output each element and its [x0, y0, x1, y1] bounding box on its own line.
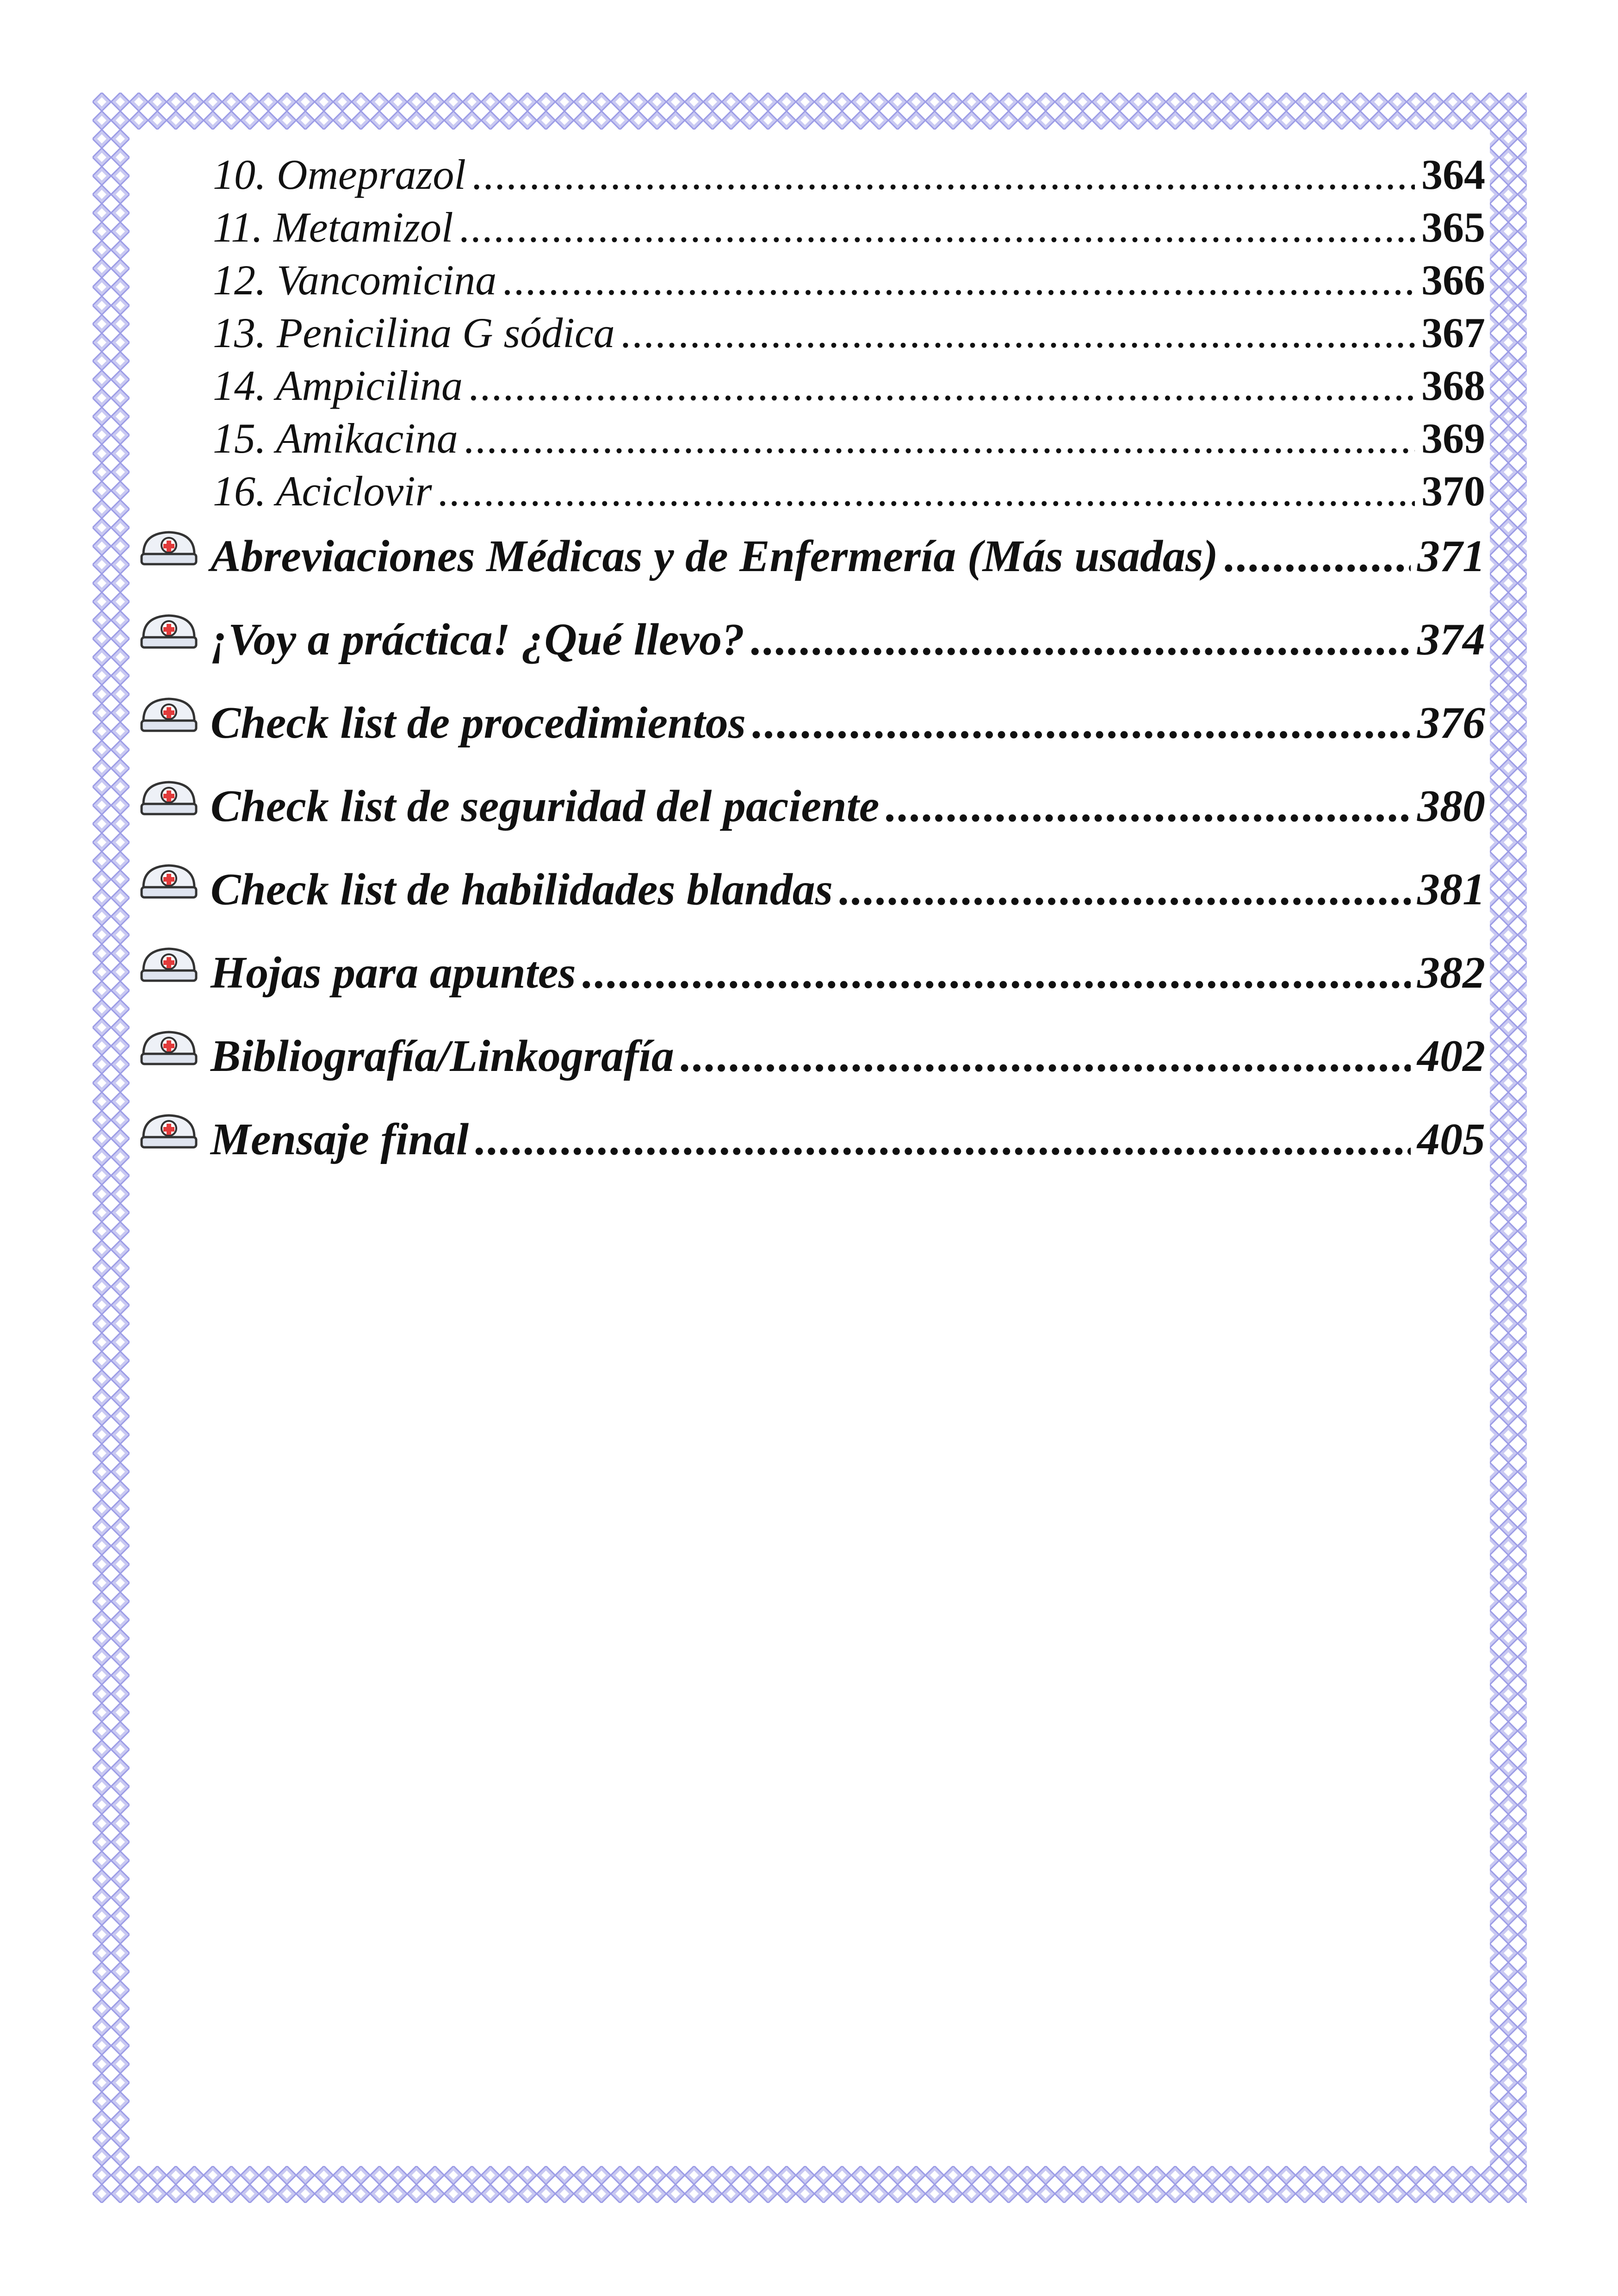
toc-entry-label: 13. Penicilina G sódica [213, 309, 615, 356]
toc-entry-label: Abreviaciones Médicas y de Enfermería (Más usadas) [211, 531, 1218, 581]
toc-entry-label: Check list de habilidades blandas [211, 865, 833, 915]
leader-dots [886, 780, 1411, 832]
leader-dots [751, 614, 1411, 666]
toc-section-entry[interactable] [139, 527, 1485, 582]
toc-entry[interactable] [139, 148, 1485, 199]
toc-entry-label: Bibliografía/Linkografía [211, 1031, 674, 1081]
toc-entry-page: 364 [1421, 151, 1485, 198]
toc-section-entry[interactable] [139, 777, 1485, 832]
toc-entry-label: 11. Metamizol [213, 204, 453, 251]
leader-dots [752, 697, 1411, 749]
toc-entry[interactable] [139, 306, 1485, 357]
toc-entry-label: Check list de procedimientos [211, 698, 746, 748]
toc-entry-page: 367 [1421, 309, 1485, 356]
toc-entry-page: 402 [1417, 1031, 1485, 1081]
toc-entry-page: 376 [1417, 698, 1485, 748]
leader-dots [681, 1030, 1411, 1082]
nurse-cap-icon [139, 1112, 199, 1153]
toc-entry-label: Check list de seguridad del paciente [211, 781, 880, 831]
toc-section-entry[interactable] [139, 943, 1485, 999]
toc-section-entry[interactable] [139, 1110, 1485, 1165]
toc-entry-page: 368 [1421, 362, 1485, 409]
toc-entry[interactable] [139, 412, 1485, 463]
leader-dots [621, 308, 1415, 357]
toc-entry[interactable] [139, 201, 1485, 252]
leader-dots [465, 414, 1415, 463]
toc-entry[interactable] [139, 359, 1485, 410]
toc-entry-label: ¡Voy a práctica! ¿Qué llevo? [211, 615, 745, 665]
leader-dots [460, 203, 1415, 252]
nurse-cap-icon [139, 612, 199, 653]
toc-entry-label: 15. Amikacina [213, 415, 458, 462]
leader-dots [583, 947, 1411, 999]
nurse-cap-icon [139, 1028, 199, 1070]
nurse-cap-icon [139, 862, 199, 903]
toc-entry-page: 371 [1417, 531, 1485, 581]
toc-entry-page: 366 [1421, 256, 1485, 304]
toc-entry-label: 12. Vancomicina [213, 256, 497, 304]
toc-entry-page: 370 [1421, 467, 1485, 515]
leader-dots [472, 150, 1415, 199]
leader-dots [503, 255, 1415, 305]
toc-entry-label: Hojas para apuntes [211, 948, 576, 998]
toc-entry[interactable] [139, 465, 1485, 516]
toc-entry-page: 369 [1421, 415, 1485, 462]
toc-entry-page: 405 [1417, 1114, 1485, 1164]
nurse-cap-icon [139, 778, 199, 820]
toc-entry-page: 374 [1417, 615, 1485, 665]
toc-section-entry[interactable] [139, 693, 1485, 749]
leader-dots [469, 361, 1415, 410]
toc-section-entry[interactable] [139, 1027, 1485, 1082]
leader-dots [475, 1114, 1411, 1165]
leader-dots [1225, 530, 1411, 582]
toc-section-entry[interactable] [139, 610, 1485, 666]
toc-entry-page: 380 [1417, 781, 1485, 831]
toc-entry-page: 381 [1417, 865, 1485, 915]
toc-entry[interactable] [139, 254, 1485, 305]
toc-entry-label: 10. Omeprazol [213, 151, 466, 198]
nurse-cap-icon [139, 945, 199, 987]
toc-entry-label: 16. Aciclovir [213, 467, 432, 515]
toc-entry-page: 382 [1417, 948, 1485, 998]
leader-dots [439, 467, 1415, 516]
toc-entry-label: 14. Ampicilina [213, 362, 463, 409]
toc-entry-label: Mensaje final [211, 1114, 469, 1164]
nurse-cap-icon [139, 695, 199, 737]
leader-dots [839, 864, 1411, 915]
toc-entry-page: 365 [1421, 204, 1485, 251]
toc-section-entry[interactable] [139, 860, 1485, 915]
nurse-cap-icon [139, 529, 199, 570]
